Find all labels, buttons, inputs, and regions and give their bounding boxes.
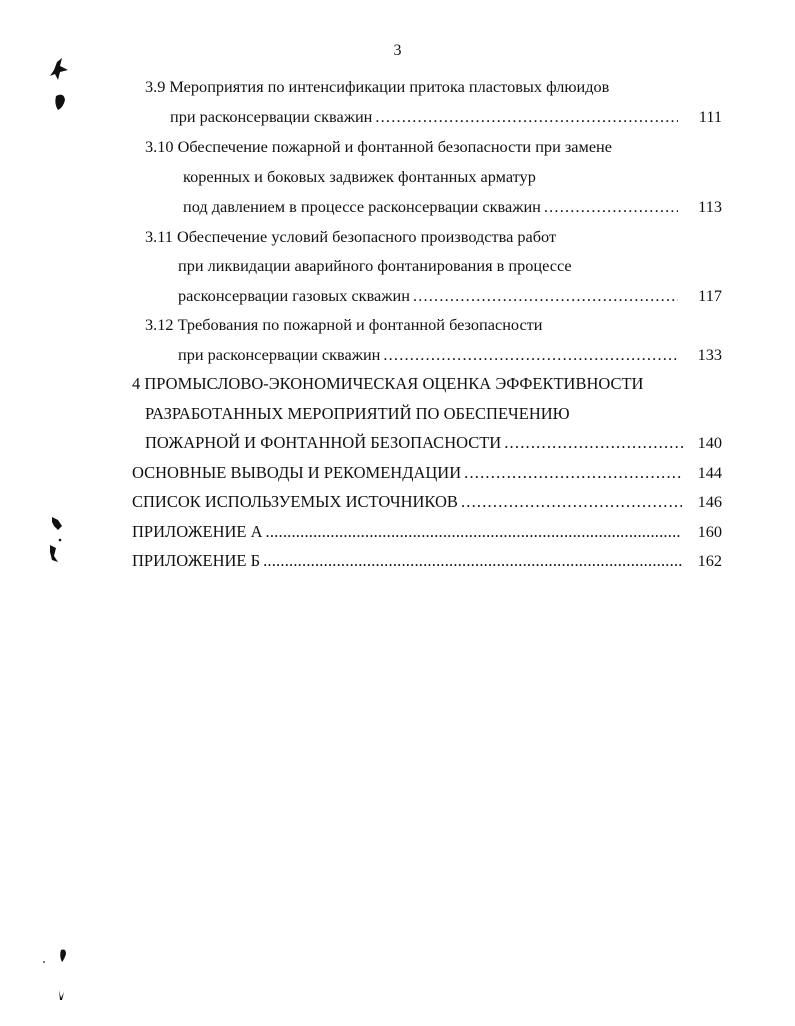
toc-leader-dots (263, 549, 682, 573)
toc-leader-dots (413, 284, 678, 308)
toc-leader-dots (461, 490, 682, 514)
toc-leader-dots (464, 461, 682, 485)
toc-leader-dots (375, 105, 678, 129)
toc-page-ref: 140 (697, 433, 722, 452)
toc-line (145, 431, 685, 455)
toc-line (132, 520, 682, 544)
toc-line (170, 105, 678, 129)
toc-line-text: при расконсервации скважин (170, 107, 373, 126)
scan-speck (50, 58, 68, 80)
scan-speck (43, 961, 45, 963)
toc-line-text: ПРИЛОЖЕНИЕ Б (132, 551, 261, 570)
scan-speck (59, 539, 62, 542)
toc-leader-dots (383, 343, 678, 367)
toc-line (178, 343, 678, 367)
page-number: 3 (393, 42, 402, 59)
scan-speck (50, 545, 58, 562)
toc-page-ref: 111 (698, 107, 722, 126)
toc-line (132, 461, 682, 485)
toc-leader-dots (544, 195, 678, 219)
toc-line: коренных и боковых задвижек фонтанных арматур (183, 167, 536, 186)
toc-line-text: ПОЖАРНОЙ И ФОНТАННОЙ БЕЗОПАСНОСТИ (145, 433, 502, 452)
toc-leader-dots (266, 520, 682, 544)
toc-line: РАЗРАБОТАННЫХ МЕРОПРИЯТИЙ ПО ОБЕСПЕЧЕНИЮ (145, 404, 570, 423)
toc-page-ref: 117 (698, 286, 722, 305)
toc-line (132, 549, 682, 573)
toc-page-ref: 113 (698, 197, 722, 216)
toc-line (132, 490, 682, 514)
toc-line: 3.10 Обеспечение пожарной и фонтанной безопасности при замене (145, 137, 612, 156)
toc-page-ref: 146 (697, 492, 722, 511)
toc-line: 3.12 Требования по пожарной и фонтанной безопасности (145, 315, 543, 334)
scan-speck (52, 517, 62, 530)
toc-line-text: ПРИЛОЖЕНИЕ А (132, 522, 263, 541)
toc-page-ref: 133 (697, 345, 722, 364)
toc-line (183, 195, 678, 219)
scan-speck (59, 990, 64, 1000)
scan-speck (60, 950, 66, 963)
toc-line-text: расконсервации газовых скважин (178, 286, 410, 305)
toc-line-text: ОСНОВНЫЕ ВЫВОДЫ И РЕКОМЕНДАЦИИ (132, 463, 462, 482)
toc-line-text: СПИСОК ИСПОЛЬЗУЕМЫХ ИСТОЧНИКОВ (132, 492, 458, 511)
scan-speck (55, 95, 65, 110)
toc-line (178, 284, 678, 308)
toc-leader-dots (504, 431, 685, 455)
toc-line-text: при расконсервации скважин (178, 345, 381, 364)
toc-page-ref: 144 (697, 463, 722, 482)
toc-page-ref: 160 (697, 522, 722, 541)
toc-line: 4 ПРОМЫСЛОВО-ЭКОНОМИЧЕСКАЯ ОЦЕНКА ЭФФЕКТИВНОСТИ (132, 374, 644, 393)
toc-line: 3.9 Мероприятия по интенсификации притока пластовых флюидов (145, 77, 610, 96)
toc-line: 3.11 Обеспечение условий безопасного производства работ (145, 227, 557, 246)
toc-page-ref: 162 (697, 551, 722, 570)
toc-line: при ликвидации аварийного фонтанирования в процессе (178, 256, 572, 275)
toc-line-text: под давлением в процессе расконсервации скважин (183, 197, 541, 216)
